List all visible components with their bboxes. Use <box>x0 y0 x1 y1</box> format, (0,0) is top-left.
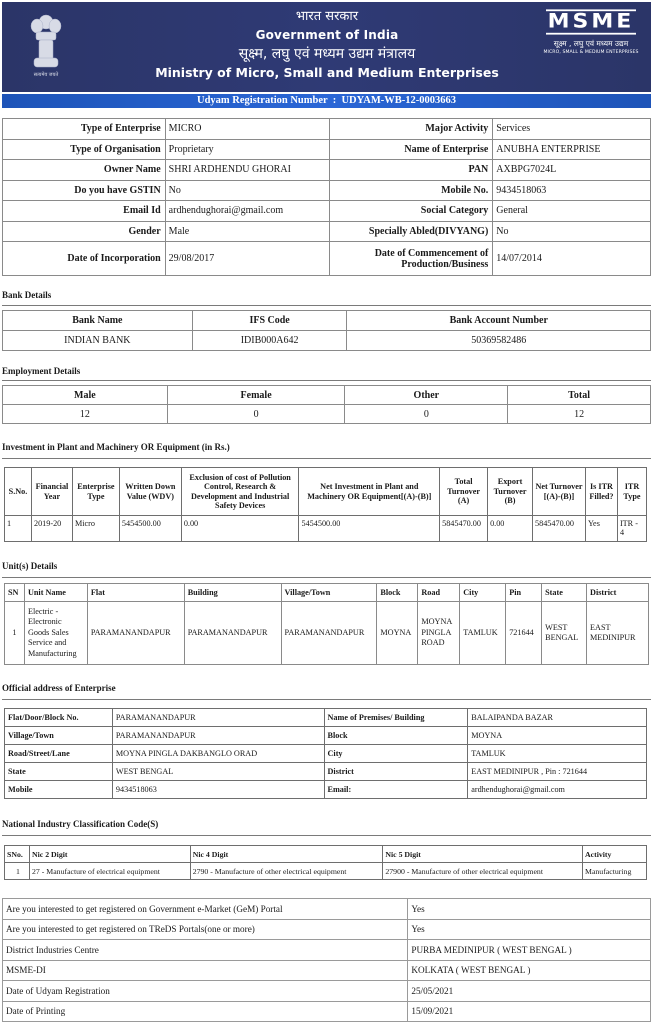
column-header: Activity <box>583 846 647 863</box>
table-row <box>5 863 647 880</box>
table-cell: 1 <box>5 602 25 665</box>
field-value: Male <box>165 221 329 242</box>
table-cell: 27900 - Manufacture of other electrical equipment <box>383 863 583 880</box>
table-row <box>3 331 651 351</box>
field-value: PURBA MEDINIPUR ( WEST BENGAL ) <box>408 940 651 961</box>
field-label: Village/Town <box>5 727 113 745</box>
field-label: Block <box>324 727 468 745</box>
table-cell: 0 <box>167 405 345 424</box>
table-cell: PARAMANANDAPUR <box>281 602 377 665</box>
field-label: Email: <box>324 781 468 799</box>
column-header: Pin <box>506 584 542 602</box>
column-header: Total Turnover (A) <box>440 468 488 516</box>
column-header: Written Down Value (WDV) <box>119 468 181 516</box>
column-header: Male <box>3 386 168 405</box>
column-header: Block <box>377 584 418 602</box>
table-row <box>3 119 651 140</box>
field-label: Date of Printing <box>3 1001 408 1022</box>
table-cell: 27 - Manufacture of electrical equipment <box>29 863 190 880</box>
svg-text:सत्यमेव जयते: सत्यमेव जयते <box>33 72 59 78</box>
field-value: 25/05/2021 <box>408 981 651 1002</box>
table-cell: ITR - 4 <box>617 516 646 542</box>
column-header: State <box>542 584 587 602</box>
field-value: Yes <box>408 919 651 940</box>
table-cell: 12 <box>508 405 651 424</box>
header-banner <box>2 2 651 92</box>
field-label: Specially Abled(DIVYANG) <box>329 221 493 242</box>
field-label: Mobile No. <box>329 180 493 201</box>
field-label: Date of Udyam Registration <box>3 981 408 1002</box>
table-row <box>3 160 651 181</box>
column-header: Bank Name <box>3 311 193 331</box>
field-value: 14/07/2014 <box>493 242 651 276</box>
table-cell: PARAMANANDAPUR <box>87 602 184 665</box>
column-header: City <box>460 584 506 602</box>
table-cell: 0.00 <box>181 516 299 542</box>
registration-info-table <box>2 898 651 1022</box>
divider <box>2 577 651 578</box>
table-header-row <box>3 311 651 331</box>
field-label: Road/Street/Lane <box>5 745 113 763</box>
field-label: Mobile <box>5 781 113 799</box>
divider <box>2 458 651 459</box>
field-value: TAMLUK <box>468 745 647 763</box>
table-row <box>3 940 651 961</box>
enterprise-details-table <box>2 118 651 276</box>
table-cell: WEST BENGAL <box>542 602 587 665</box>
registration-number-bar <box>2 94 651 108</box>
table-row <box>3 960 651 981</box>
table-cell: MOYNA PINGLA ROAD <box>418 602 460 665</box>
field-label: State <box>5 763 113 781</box>
nic-code-table <box>4 845 647 880</box>
field-label: Type of Enterprise <box>3 119 166 140</box>
official-address-table <box>4 708 647 799</box>
table-cell: Micro <box>72 516 119 542</box>
field-value: MOYNA PINGLA DAKBANGLO ORAD <box>112 745 324 763</box>
divider <box>2 835 651 836</box>
units-heading: Unit(s) Details <box>2 561 58 571</box>
registration-label: Udyam Registration Number <box>197 95 328 106</box>
field-value: EAST MEDINIPUR , Pin : 721644 <box>468 763 647 781</box>
nic-heading: National Industry Classification Code(S) <box>2 819 159 829</box>
table-row <box>5 727 647 745</box>
hindi-ministry-title: सूक्ष्म, लघु एवं मध्यम उद्यम मंत्रालय <box>238 46 416 62</box>
column-header: SN <box>5 584 25 602</box>
field-label: City <box>324 745 468 763</box>
investment-heading: Investment in Plant and Machinery OR Equipment (in Rs.) <box>2 442 230 452</box>
column-header: Nic 2 Digit <box>29 846 190 863</box>
table-cell: 2019-20 <box>31 516 72 542</box>
field-value: 15/09/2021 <box>408 1001 651 1022</box>
table-row <box>3 919 651 940</box>
column-header: Nic 5 Digit <box>383 846 583 863</box>
table-row <box>3 899 651 920</box>
field-value: PARAMANANDAPUR <box>112 727 324 745</box>
table-cell: EAST MEDINIPUR <box>587 602 649 665</box>
unit-details-table <box>4 583 649 665</box>
table-cell: 5845470.00 <box>533 516 586 542</box>
field-value: BALAIPANDA BAZAR <box>468 709 647 727</box>
column-header: S.No. <box>5 468 32 516</box>
field-label: Are you interested to get registered on Government e-Market (GeM) Portal <box>3 899 408 920</box>
ashoka-emblem-icon <box>28 12 64 80</box>
table-row <box>5 602 649 665</box>
table-cell: MOYNA <box>377 602 418 665</box>
table-cell: 50369582486 <box>347 331 651 351</box>
field-value: AXBPG7024L <box>493 160 651 181</box>
table-cell: 0.00 <box>488 516 533 542</box>
field-value: SHRI ARDHENDU GHORAI <box>165 160 329 181</box>
table-row <box>5 709 647 727</box>
field-value: ardhendughorai@gmail.com <box>165 201 329 222</box>
employment-details-heading: Employment Details <box>2 366 81 376</box>
table-cell: 1 <box>5 863 30 880</box>
table-row <box>3 180 651 201</box>
field-label: Major Activity <box>329 119 493 140</box>
header-titles <box>122 8 532 82</box>
employment-details-table <box>2 385 651 424</box>
table-header-row <box>5 584 649 602</box>
table-cell: Manufacturing <box>583 863 647 880</box>
msme-logo <box>536 8 646 56</box>
column-header: Financial Year <box>31 468 72 516</box>
table-row <box>5 781 647 799</box>
field-value: No <box>493 221 651 242</box>
field-label: Name of Premises/ Building <box>324 709 468 727</box>
column-header: Nic 4 Digit <box>190 846 383 863</box>
table-row <box>3 201 651 222</box>
column-header: Enterprise Type <box>72 468 119 516</box>
divider <box>2 699 651 700</box>
table-cell: IDIB000A642 <box>192 331 347 351</box>
column-header: District <box>587 584 649 602</box>
hindi-government-title: भारत सरकार <box>295 9 359 24</box>
column-header: Net Turnover [(A)-(B)] <box>533 468 586 516</box>
field-value: 9434518063 <box>493 180 651 201</box>
field-label: Do you have GSTIN <box>3 180 166 201</box>
table-row <box>3 1001 651 1022</box>
field-value: Proprietary <box>165 139 329 160</box>
official-address-heading: Official address of Enterprise <box>2 683 116 693</box>
field-value: 29/08/2017 <box>165 242 329 276</box>
ministry-title: Ministry of Micro, Small and Medium Enterprises <box>155 65 499 80</box>
field-value: WEST BENGAL <box>112 763 324 781</box>
government-title: Government of India <box>255 28 399 42</box>
field-value: MICRO <box>165 119 329 140</box>
bank-details-table <box>2 310 651 351</box>
column-header: Bank Account Number <box>347 311 651 331</box>
field-value: ardhendughorai@gmail.com <box>468 781 647 799</box>
table-row <box>5 516 647 542</box>
field-value: General <box>493 201 651 222</box>
table-cell: PARAMANANDAPUR <box>184 602 281 665</box>
field-value: MOYNA <box>468 727 647 745</box>
column-header: ITR Type <box>617 468 646 516</box>
field-label: Flat/Door/Block No. <box>5 709 113 727</box>
field-value: 9434518063 <box>112 781 324 799</box>
field-label: MSME-DI <box>3 960 408 981</box>
msme-logo-hindi: सूक्ष्म , लघु एवं मध्यम उद्यम <box>553 39 629 48</box>
column-header: IFS Code <box>192 311 347 331</box>
table-row <box>3 405 651 424</box>
table-cell: TAMLUK <box>460 602 506 665</box>
field-label: Type of Organisation <box>3 139 166 160</box>
field-value: ANUBHA ENTERPRISE <box>493 139 651 160</box>
field-label: Date of Commencement of Production/Business <box>329 242 493 276</box>
column-header: Net Investment in Plant and Machinery OR Equipment[(A)-(B)] <box>299 468 440 516</box>
field-value: KOLKATA ( WEST BENGAL ) <box>408 960 651 981</box>
column-header: SNo. <box>5 846 30 863</box>
field-label: Are you interested to get registered on TReDS Portals(one or more) <box>3 919 408 940</box>
column-header: Other <box>345 386 508 405</box>
table-cell: 5845470.00 <box>440 516 488 542</box>
column-header: Total <box>508 386 651 405</box>
field-label: Date of Incorporation <box>3 242 166 276</box>
table-header-row <box>3 386 651 405</box>
field-value: PARAMANANDAPUR <box>112 709 324 727</box>
msme-logo-text: MSME <box>547 10 635 33</box>
field-label: District Industries Centre <box>3 940 408 961</box>
field-label: District <box>324 763 468 781</box>
table-header-row <box>5 468 647 516</box>
registration-number: UDYAM-WB-12-0003663 <box>341 95 456 106</box>
column-header: Flat <box>87 584 184 602</box>
field-label: Social Category <box>329 201 493 222</box>
table-cell: 2790 - Manufacture of other electrical equipment <box>190 863 383 880</box>
table-cell: Electric - Electronic Goods Sales Service and Manufacturing <box>24 602 87 665</box>
table-header-row <box>5 846 647 863</box>
column-header: Unit Name <box>24 584 87 602</box>
column-header: Building <box>184 584 281 602</box>
table-cell: Yes <box>585 516 617 542</box>
column-header: Road <box>418 584 460 602</box>
table-cell: 721644 <box>506 602 542 665</box>
field-label: Name of Enterprise <box>329 139 493 160</box>
table-row <box>3 139 651 160</box>
field-value: Services <box>493 119 651 140</box>
divider <box>2 380 651 381</box>
field-value: Yes <box>408 899 651 920</box>
table-row <box>3 242 651 276</box>
field-label: Gender <box>3 221 166 242</box>
column-header: Exclusion of cost of Pollution Control, Research & Development and Industrial Safety Devices <box>181 468 299 516</box>
divider <box>2 305 651 306</box>
table-cell: 5454500.00 <box>119 516 181 542</box>
msme-logo-english: MICRO, SMALL & MEDIUM ENTERPRISES <box>543 50 639 55</box>
column-header: Export Turnover (B) <box>488 468 533 516</box>
bank-details-heading: Bank Details <box>2 290 52 300</box>
field-label: PAN <box>329 160 493 181</box>
table-cell: 1 <box>5 516 32 542</box>
column-header: Is ITR Filled? <box>585 468 617 516</box>
registration-separator: : <box>332 95 337 106</box>
table-row <box>3 981 651 1002</box>
column-header: Village/Town <box>281 584 377 602</box>
investment-table <box>4 467 647 542</box>
table-row <box>5 745 647 763</box>
field-label: Owner Name <box>3 160 166 181</box>
field-label: Email Id <box>3 201 166 222</box>
field-value: No <box>165 180 329 201</box>
table-row <box>5 763 647 781</box>
table-row <box>3 221 651 242</box>
column-header: Female <box>167 386 345 405</box>
table-cell: 12 <box>3 405 168 424</box>
table-cell: INDIAN BANK <box>3 331 193 351</box>
table-cell: 5454500.00 <box>299 516 440 542</box>
table-cell: 0 <box>345 405 508 424</box>
